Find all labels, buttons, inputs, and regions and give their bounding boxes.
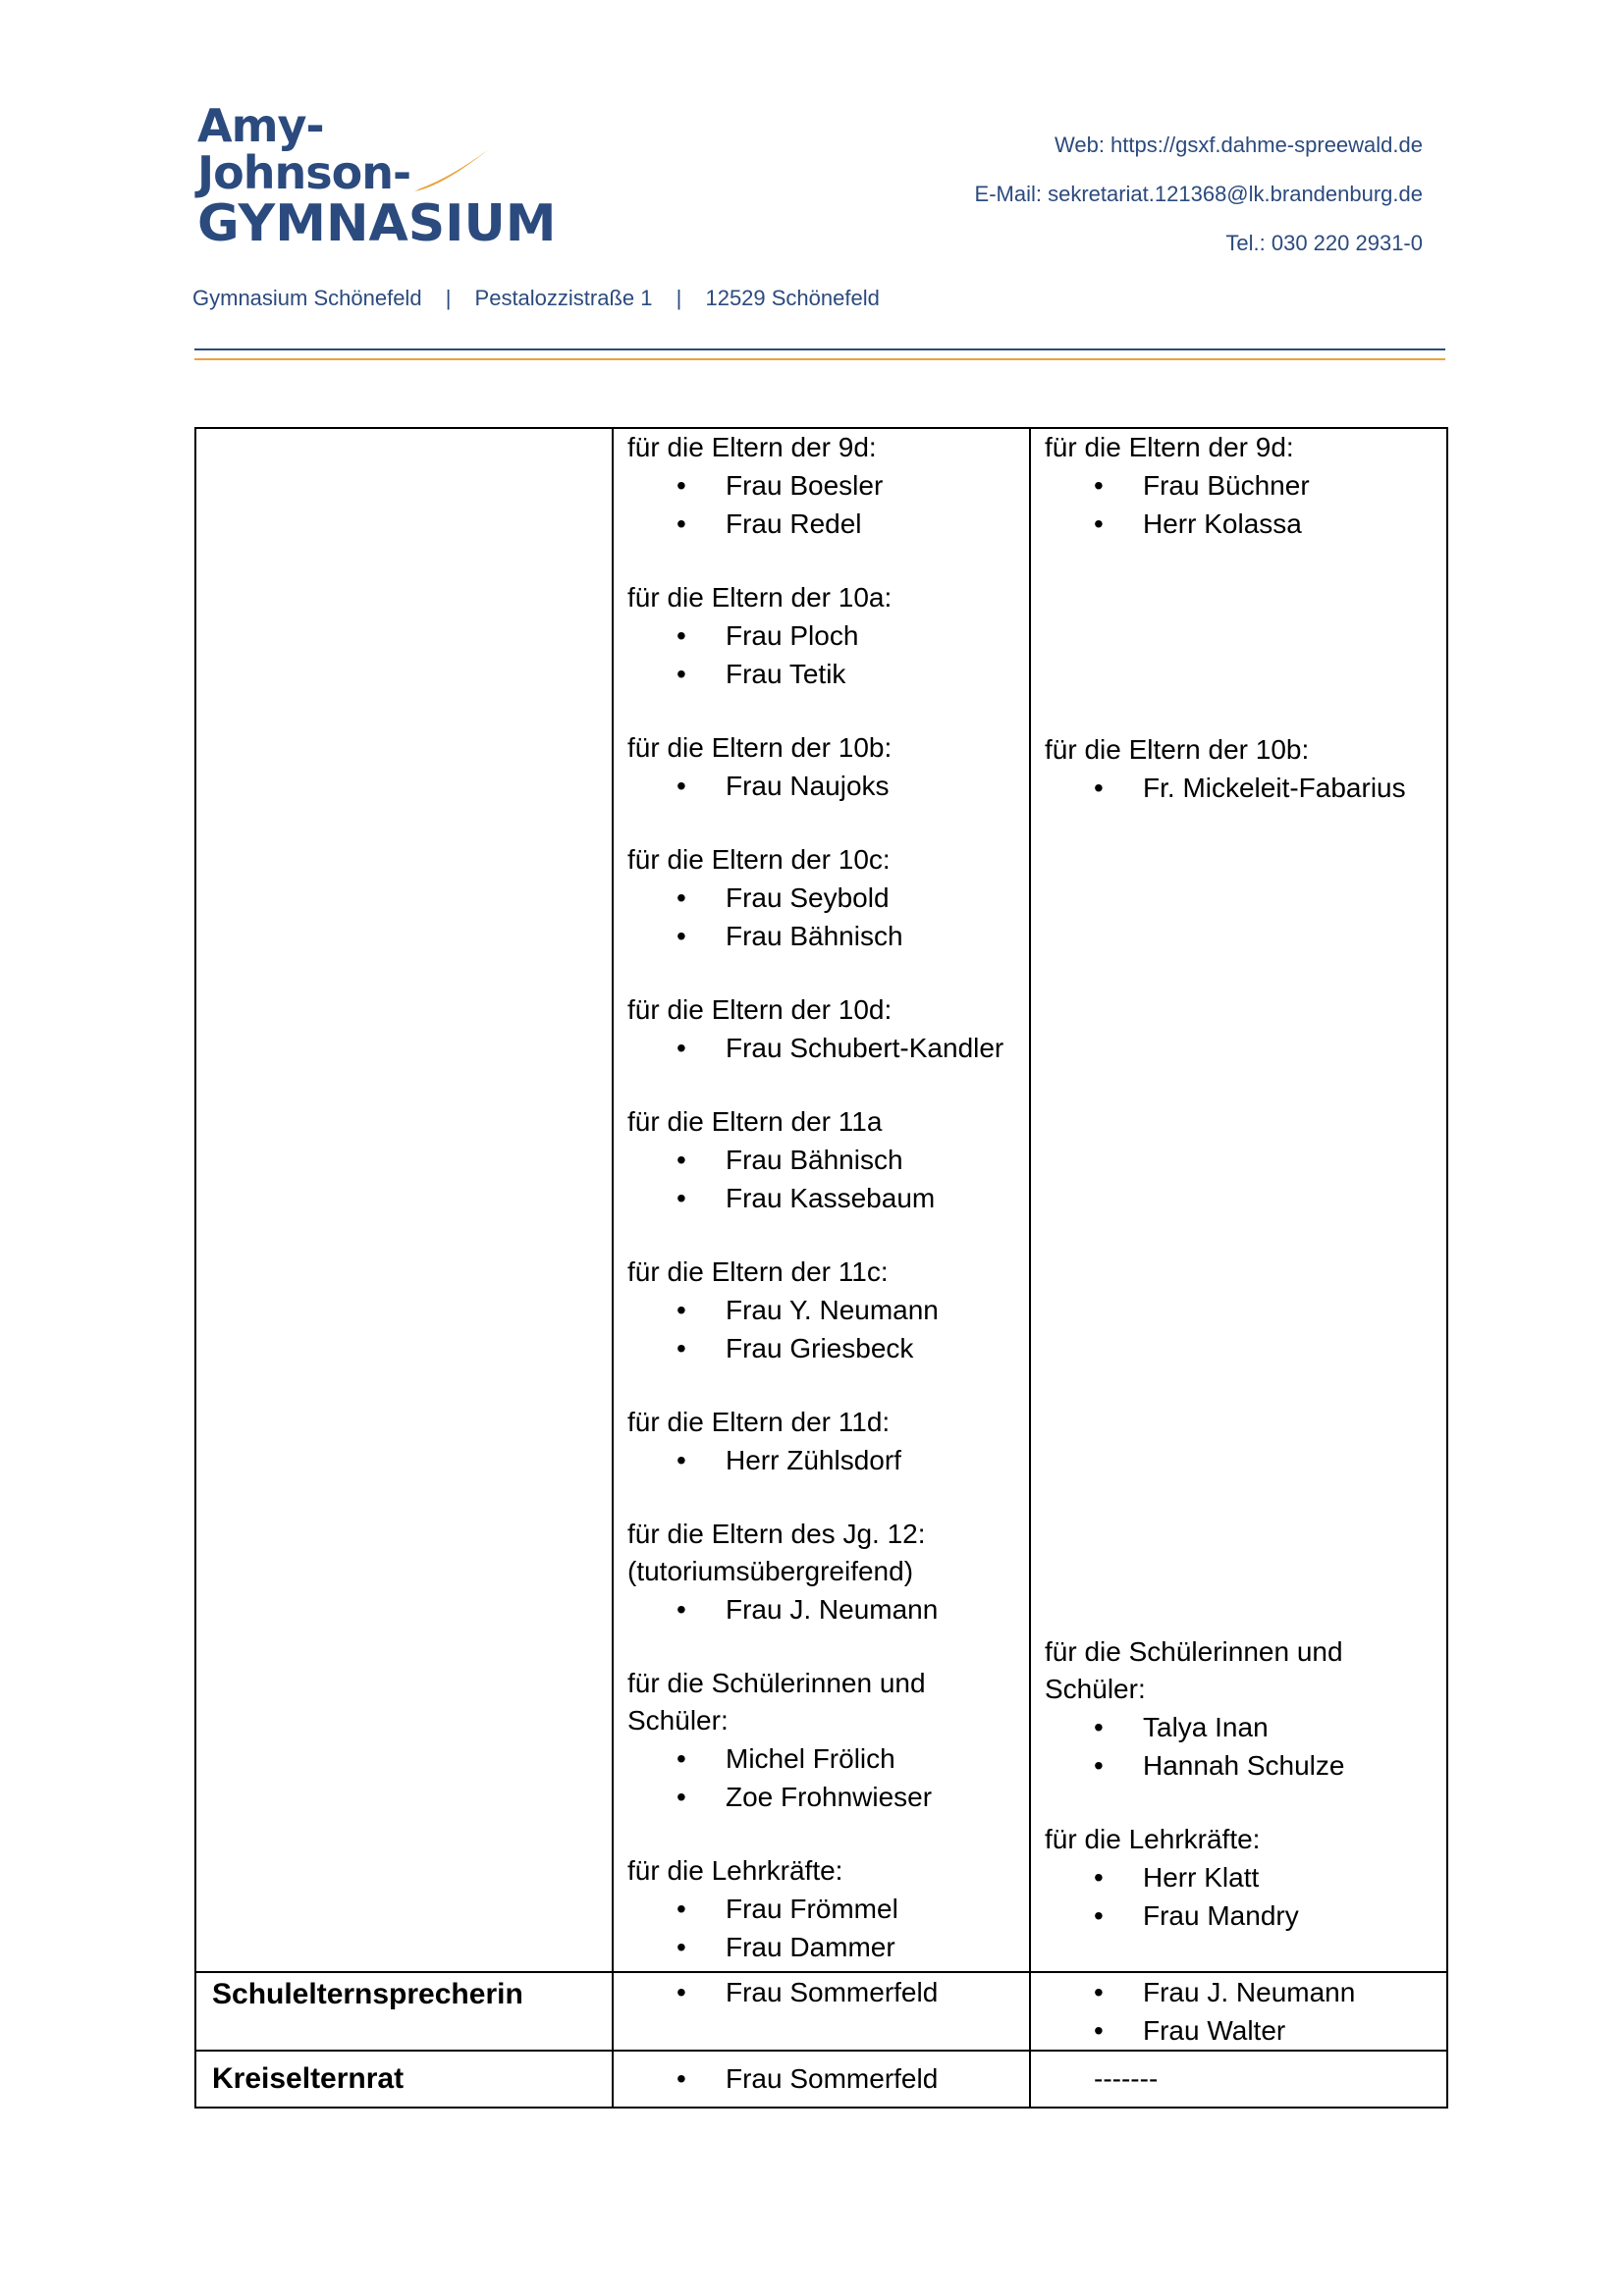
spacer — [1045, 1785, 1433, 1821]
row1-col3-cell — [1030, 428, 1447, 1972]
row3-col2-cell — [613, 2051, 1030, 2108]
list-item: • Frau Bähnisch — [627, 917, 1015, 955]
logo-line-1: Amy- — [197, 99, 324, 152]
list-item: • Frau Kassebaum — [627, 1179, 1015, 1217]
group-block — [627, 429, 1015, 543]
list-item: • Fr. Mickeleit-Fabarius — [1045, 769, 1433, 807]
group-heading: für die Eltern der 11d: — [627, 1407, 891, 1437]
spacer — [1045, 543, 1433, 731]
group-block — [627, 1665, 1015, 1816]
contact-tel: Tel.: 030 220 2931-0 — [1225, 231, 1423, 255]
name-list — [627, 1973, 1015, 2011]
group-heading-cont: (tutoriumsübergreifend) — [627, 1556, 914, 1586]
address-city: 12529 Schönefeld — [705, 286, 880, 310]
list-item: • Frau Frömmel — [627, 1890, 1015, 1928]
school-logo — [197, 99, 557, 253]
group-block — [627, 579, 1015, 693]
spacer — [627, 1629, 1015, 1665]
row1-col2-cell — [613, 428, 1030, 1972]
address-street: Pestalozzistraße 1 — [474, 286, 653, 310]
spacer — [627, 543, 1015, 579]
list-item: • Hannah Schulze — [1045, 1746, 1433, 1785]
group-heading: für die Eltern der 9d: — [1045, 432, 1294, 462]
group-heading-cont: Schüler: — [627, 1705, 729, 1735]
list-item: • Frau Boesler — [627, 466, 1015, 505]
group-block — [627, 1254, 1015, 1367]
group-heading: für die Eltern der 10b: — [1045, 734, 1310, 765]
list-item: • Herr Zühlsdorf — [627, 1441, 1015, 1479]
row3-col3-cell — [1030, 2051, 1447, 2108]
list-item: • Frau J. Neumann — [1045, 1973, 1433, 2011]
header-rule-blue — [194, 348, 1445, 350]
table-row — [195, 428, 1447, 1972]
group-block — [627, 1852, 1015, 1966]
list-item: • Frau Ploch — [627, 616, 1015, 655]
spacer — [627, 805, 1015, 841]
spacer — [627, 693, 1015, 729]
row-label: Schulelternsprecherin — [195, 1972, 613, 2051]
group-heading: für die Eltern der 10b: — [627, 732, 893, 763]
group-block — [627, 991, 1015, 1067]
header-rule-orange — [194, 358, 1445, 360]
list-item: • Frau Redel — [627, 505, 1015, 543]
empty-marker: ------- — [1094, 2063, 1159, 2094]
group-heading: für die Eltern der 11c: — [627, 1256, 889, 1287]
group-heading: für die Schülerinnen und — [1045, 1636, 1343, 1667]
list-item: • Frau Griesbeck — [627, 1329, 1015, 1367]
list-item: • Frau Bähnisch — [627, 1141, 1015, 1179]
list-item: • Talya Inan — [1045, 1708, 1433, 1746]
address-separator: | — [445, 286, 452, 310]
group-heading: für die Eltern der 11a — [627, 1106, 883, 1137]
list-item: • Frau J. Neumann — [627, 1590, 1015, 1629]
list-item: • Zoe Frohnwieser — [627, 1778, 1015, 1816]
spacer — [627, 955, 1015, 991]
row1-label-cell — [195, 428, 613, 1972]
table-row — [195, 1972, 1447, 2051]
group-heading: für die Eltern des Jg. 12: — [627, 1519, 926, 1549]
group-block — [627, 1404, 1015, 1479]
address-school: Gymnasium Schönefeld — [192, 286, 422, 310]
group-list — [627, 429, 1015, 1966]
group-heading: für die Eltern der 10c: — [627, 844, 891, 875]
address-line — [192, 286, 880, 311]
group-block — [1045, 1633, 1433, 1785]
group-list — [1045, 429, 1433, 1935]
list-item: • Frau Schubert-Kandler — [627, 1029, 1015, 1067]
group-block — [627, 729, 1015, 805]
spacer — [627, 1217, 1015, 1254]
table-row — [195, 2051, 1447, 2108]
contact-email[interactable]: E-Mail: sekretariat.121368@lk.brandenburg.de — [974, 182, 1423, 206]
name-list — [627, 2052, 1015, 2098]
list-item: • Frau Seybold — [627, 879, 1015, 917]
address-separator: | — [676, 286, 682, 310]
group-heading-cont: Schüler: — [1045, 1674, 1146, 1704]
contact-block — [975, 126, 1423, 273]
row-label: Kreiselternrat — [195, 2051, 613, 2108]
list-item: • Frau Sommerfeld — [627, 2059, 1015, 2098]
logo-line-2: Johnson- — [197, 146, 411, 199]
list-item: • Frau Sommerfeld — [627, 1973, 1015, 2011]
list-item: • Herr Klatt — [1045, 1858, 1433, 1896]
list-item: • Frau Dammer — [627, 1928, 1015, 1966]
logo-line-3: GYMNASIUM — [197, 194, 557, 253]
group-heading: für die Schülerinnen und — [627, 1668, 926, 1698]
row2-col2-cell — [613, 1972, 1030, 2051]
group-heading: für die Lehrkräfte: — [1045, 1824, 1261, 1854]
spacer — [627, 1367, 1015, 1404]
spacer — [627, 1816, 1015, 1852]
contact-web[interactable]: Web: https://gsxf.dahme-spreewald.de — [1054, 133, 1423, 157]
group-heading: für die Lehrkräfte: — [627, 1855, 843, 1886]
group-heading: für die Eltern der 10a: — [627, 582, 893, 613]
group-block — [627, 1103, 1015, 1217]
list-item: • Herr Kolassa — [1045, 505, 1433, 543]
name-list — [1045, 1973, 1433, 2050]
list-item: • Frau Walter — [1045, 2011, 1433, 2050]
representatives-table — [194, 427, 1448, 2109]
group-block — [1045, 731, 1433, 807]
list-item: • Frau Y. Neumann — [627, 1291, 1015, 1329]
spacer — [1045, 807, 1433, 1633]
spacer — [627, 1067, 1015, 1103]
spacer — [627, 1479, 1015, 1516]
group-block — [1045, 429, 1433, 543]
list-item: • Frau Naujoks — [627, 767, 1015, 805]
group-heading: für die Eltern der 10d: — [627, 994, 893, 1025]
logo-swoosh-icon — [412, 147, 491, 196]
group-block — [1045, 1821, 1433, 1935]
group-heading: für die Eltern der 9d: — [627, 432, 877, 462]
list-item: • Frau Mandry — [1045, 1896, 1433, 1935]
list-item: • Frau Tetik — [627, 655, 1015, 693]
list-item: • Michel Frölich — [627, 1739, 1015, 1778]
group-block — [627, 841, 1015, 955]
list-item: • Frau Büchner — [1045, 466, 1433, 505]
group-block — [627, 1516, 1015, 1629]
row2-col3-cell — [1030, 1972, 1447, 2051]
